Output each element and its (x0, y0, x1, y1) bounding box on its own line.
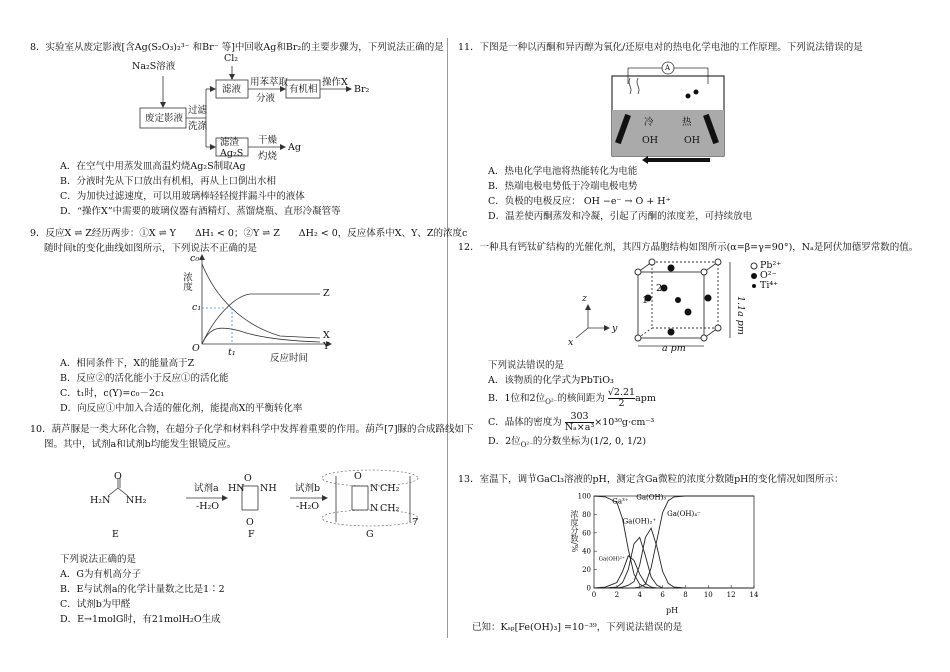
q8-stem: 8．实验室从废定影液[含Ag(S₂O₃)₂³⁻ 和Br⁻ 等]中回收Ag和Br₂的主要步骤为，下列说法正确的是 (30, 42, 444, 53)
series-label-4: Ga(OH)₄⁻ (667, 510, 701, 519)
q9-option-b[interactable]: B．反应②的活化能小于反应①的活化能 (60, 373, 229, 384)
q12-c-den: Nₐ×a³ (564, 421, 595, 433)
reagent-b: 试剂b (295, 483, 321, 494)
y-tick-label: 80 (582, 510, 591, 519)
series-label-2: Ga(OH)₂⁺ (622, 517, 657, 526)
pos-2: 2 (656, 283, 663, 294)
g-o-top: O (354, 471, 362, 482)
q12-b-head: B．1位和2位 (488, 393, 546, 404)
column-divider (447, 38, 448, 638)
y-tick-label: 100 (577, 492, 591, 501)
q9-option-a[interactable]: A．相同条件下，X的能量高于Z (60, 358, 195, 369)
axis-x: x (568, 337, 574, 348)
q11-option-d[interactable]: D．温差使丙酮蒸发和冷凝，引起了丙酮的浓度差，可持续放电 (488, 211, 753, 222)
g-n1: N (370, 483, 379, 494)
q10-option-c[interactable]: C．试剂b为甲醛 (60, 599, 131, 610)
x-tick-label: 6 (660, 591, 665, 599)
question-8 (30, 40, 444, 217)
q9-graph (180, 253, 330, 364)
flow-burn: 灼烧 (258, 151, 278, 162)
water-b: -H₂O (296, 501, 320, 512)
q10-option-a[interactable]: A．G为有机高分子 (60, 569, 141, 580)
f-nh: NH (260, 483, 277, 494)
g-ch2-2: CH₂ (380, 503, 400, 514)
q10-option-d[interactable]: D．E→1molG时，有21molH₂O生成 (60, 614, 221, 625)
question-12 (458, 240, 928, 468)
q9-option-c[interactable]: C．t₁时，c(Y)=c₀－2c₁ (60, 388, 165, 399)
label-f: F (248, 529, 255, 540)
q13-chart (568, 490, 768, 615)
x-tick-label: 12 (726, 591, 736, 599)
label-e: E (112, 529, 119, 540)
q9-xlabel: 反应时间 (270, 353, 309, 364)
flow-waste: 废定影液 (145, 113, 184, 124)
q9-c0: c₀ (190, 253, 200, 264)
q12-c-fraction (565, 412, 594, 433)
q11-options (458, 164, 752, 224)
e-o: O (114, 471, 122, 482)
flow-separate: 分液 (256, 93, 276, 104)
legend-ti: Ti⁴⁺ (760, 280, 779, 291)
f-o-top: O (244, 473, 252, 484)
q10-option-b[interactable]: B．E与试剂a的化学计量数之比是1∶2 (60, 584, 225, 595)
q12-b-sup: O²⁻ (545, 397, 558, 406)
x-tick-label: 4 (637, 591, 642, 599)
q12-d-coord: (1/2, 0, 1/2) (589, 435, 647, 447)
y-tick-label: 20 (582, 566, 591, 575)
water-a: -H₂O (196, 501, 220, 512)
q9-z-label: Z (323, 288, 330, 299)
label-g: G (366, 529, 374, 540)
q9-c1: c₁ (192, 302, 202, 313)
q9-x-label: X (323, 330, 330, 341)
x-tick-label: 0 (591, 591, 597, 599)
g-n2: N (370, 503, 379, 514)
q11-option-b[interactable]: B．热端电极电势低于冷端电极电势 (488, 181, 638, 192)
series-label-0: Ga³⁺ (612, 497, 629, 506)
flow-ag2s: Ag₂S (220, 148, 244, 159)
q9-t1: t₁ (228, 347, 236, 358)
x-tick-label: 10 (703, 591, 713, 599)
q12-b-unit: apm (635, 393, 656, 404)
q12-c-head: C．晶体的密度为 (488, 416, 562, 428)
q13-ylabel: 浓度分数/% (570, 510, 579, 553)
q9-stem-2: 随时间t的变化曲线如图所示，下列说法不正确的是 (44, 243, 257, 254)
q12-d-tail: 的分数坐标为 (532, 435, 590, 447)
q12-options (458, 358, 656, 453)
y-tick-label: 60 (582, 529, 591, 538)
q8-option-d[interactable]: D．“操作X”中需要的玻璃仪器有酒精灯、蒸馏烧瓶、直形冷凝管等 (60, 206, 341, 217)
q11-option-a[interactable]: A．热电化学电池将热能转化为电能 (488, 166, 638, 177)
oh-right: OH (684, 135, 701, 146)
legend-pb: Pb²⁺ (760, 260, 782, 271)
question-10 (30, 422, 474, 642)
reagent-a: 试剂a (194, 483, 219, 494)
q12-unit-cell (568, 258, 808, 354)
q12-stem: 12．一种具有钙钛矿结构的光催化剂，其四方晶胞结构如图所示(α=β=γ=90°)，Nₐ是阿伏加德罗常数的值。 (458, 242, 919, 253)
q11-option-c-mid: OH −e⁻ → (583, 196, 633, 207)
q12-option-b[interactable] (488, 388, 656, 412)
q9-origin: O (192, 343, 200, 354)
flow-filtrate: 滤液 (222, 84, 242, 95)
q11-option-c[interactable] (488, 194, 752, 209)
f-hn: HN (228, 483, 245, 494)
g-ch2-1: CH₂ (380, 483, 400, 494)
q9-option-d[interactable]: D．向反应①中加入合适的催化剂，能提高X的平衡转化率 (60, 403, 303, 414)
q13-xlabel: pH (666, 606, 679, 615)
flow-op-x: 操作X (322, 77, 348, 88)
right-column (458, 40, 928, 642)
cold-label: 冷 (644, 117, 654, 128)
y-tick-label: 0 (586, 584, 591, 593)
q9-stem-1: 9．反应X ⇌ Z经历两步：①X ⇌ Y ΔH₁ < 0；②Y ⇌ Z ΔH₂ < 0，反应体系中X、Y、Z的浓度c (30, 228, 468, 239)
flow-organic: 有机相 (289, 84, 318, 95)
x-tick-label: 14 (749, 591, 759, 599)
pos-1: 1 (642, 295, 649, 306)
q11-cell-diagram (608, 54, 728, 164)
q12-option-c[interactable] (488, 412, 656, 434)
q9-ylabel: 浓度 (181, 272, 192, 291)
q12-b-num: √2.21 (607, 387, 636, 398)
e-nh2: NH₂ (126, 495, 147, 506)
q13-stem: 13．室温下，调节GaCl₃溶液的pH，测定含Ga微粒的浓度分数随pH的变化情况如图所示： (458, 474, 844, 485)
ammeter-icon: A (665, 64, 671, 72)
q12-b-den: 2 (618, 398, 625, 409)
q11-option-c-head: C．负极的电极反应： (488, 196, 581, 207)
hot-label: 热 (682, 117, 692, 128)
q11-option-c-end: O + H⁺ (635, 196, 671, 207)
question-11 (458, 40, 928, 232)
flow-filter: 过滤 (188, 105, 208, 116)
q10-scheme (90, 456, 420, 546)
x-tick-label: 2 (614, 591, 620, 599)
q8-options (30, 159, 341, 219)
q8-flowchart (110, 53, 410, 162)
q10-options (30, 552, 225, 627)
flow-cl2: Cl₂ (224, 53, 239, 64)
flow-wash: 洗涤 (188, 121, 208, 132)
q9-options (30, 356, 302, 416)
q13-chart-svg (568, 490, 768, 610)
q12-d-head: D．2位 (488, 435, 521, 447)
axis-y: y (612, 323, 618, 334)
x-tick-label: 8 (683, 591, 688, 599)
flow-ag: Ag (288, 142, 301, 153)
q8-option-b[interactable]: B．分液时先从下口放出有机相，再从上口倒出水相 (60, 176, 276, 187)
question-13 (458, 472, 928, 642)
q13-known: 已知：Kₛₚ[Fe(OH)₃] =10⁻³⁹，下列说法错误的是 (472, 622, 683, 633)
flow-na2s: Na₂S溶液 (132, 61, 176, 72)
axis-z: z (582, 293, 588, 304)
q10-stem-1: 10．葫芦脲是一类大环化合物，在超分子化学和材料科学中发挥着重要的作用。葫芦[7]脲的合成路线如下 (30, 424, 474, 435)
series-label-1: Ga(OH)²⁺ (598, 556, 625, 563)
q9-graph-svg (180, 256, 330, 346)
flow-residue: 滤渣 (220, 137, 240, 148)
question-9 (30, 226, 468, 416)
flow-extract: 用苯萃取 (250, 77, 289, 88)
y-tick-label: 40 (582, 547, 591, 556)
q10-stem-2: 图。其中，试剂a和试剂b均能发生银镜反应。 (44, 439, 237, 450)
edge-a: a pm (662, 343, 686, 354)
oh-left: OH (642, 135, 659, 146)
g-sub7: 7 (412, 517, 419, 528)
q12-c-num: 303 (565, 412, 594, 423)
left-column (30, 40, 474, 642)
q12-b-fraction (608, 388, 635, 409)
e-h2n: H₂N (90, 495, 111, 506)
q12-b-tail: 的核间距为 (557, 393, 605, 404)
q9-y-label: Y (323, 341, 330, 352)
flow-dry: 干燥 (258, 135, 278, 146)
q12-option-a[interactable]: A．该物质的化学式为PbTiO₃ (488, 375, 614, 386)
q12-lead: 下列说法错误的是 (488, 360, 565, 371)
q12-option-d[interactable] (488, 434, 656, 453)
q10-lead: 下列说法正确的是 (60, 554, 137, 565)
q12-d-sup: O²⁻ (520, 440, 533, 449)
q8-option-a[interactable]: A．在空气中用蒸发皿高温灼烧Ag₂S制取Ag (60, 161, 246, 172)
q12-c-unit: ×10³⁰g·cm⁻³ (594, 416, 655, 428)
edge-h: 1.1a pm (735, 296, 746, 335)
q8-option-c[interactable]: C．为加快过滤速度，可以用玻璃棒轻轻搅拌漏斗中的液体 (60, 191, 305, 202)
q11-stem: 11．下图是一种以丙酮和异丙醇为氧化/还原电对的热电化学电池的工作原理。下列说法错误的是 (458, 42, 863, 53)
series-label-3: Ga(OH)₃ (636, 493, 667, 502)
f-o-bottom: O (246, 517, 254, 528)
legend-o: O²⁻ (760, 270, 777, 281)
flow-br2: Br₂ (354, 84, 370, 95)
